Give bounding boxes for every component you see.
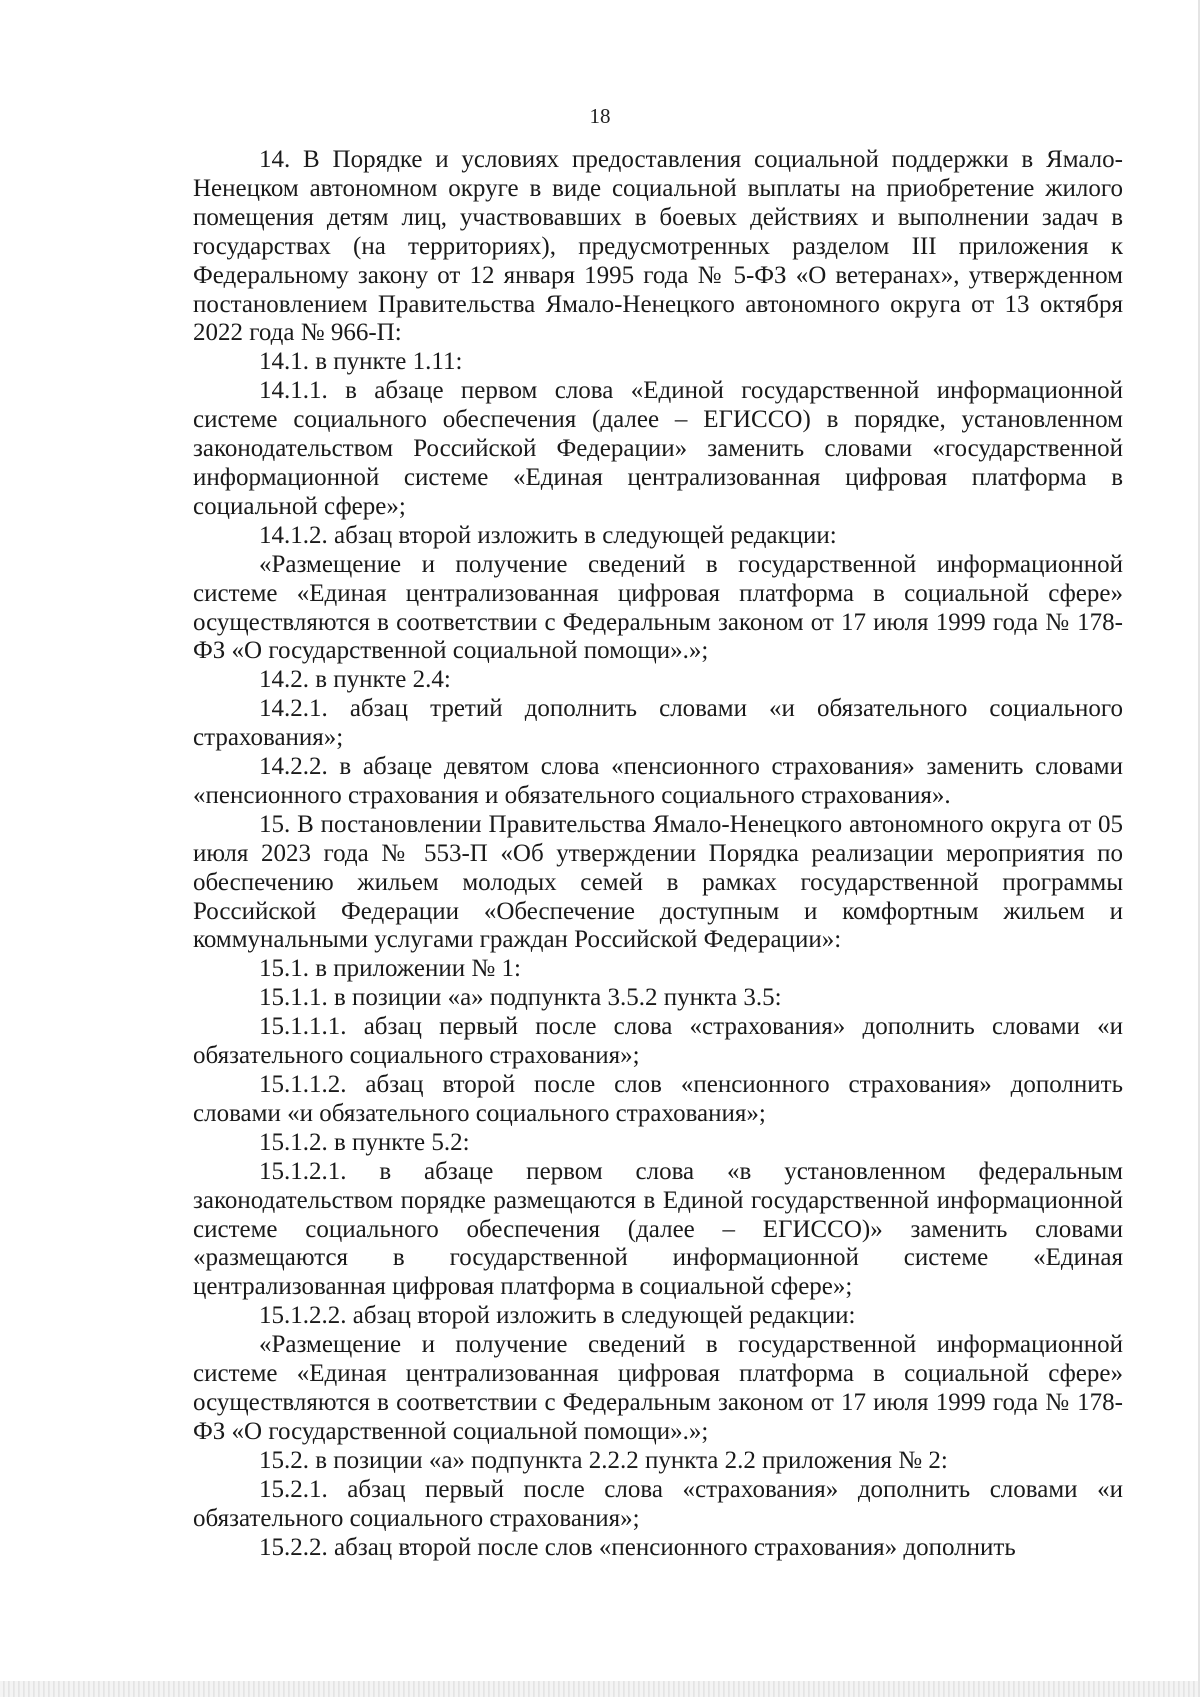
paragraph-15-1-2-1: 15.1.2.1. в абзаце первом слова «в установленном федеральным законодательством порядке размещаются в Единой государственной информационной системе социального обеспечения (далее – ЕГИССО)» заменить словами «размещаются в государственной информационной системе «Единая централизованная цифровая платформа в социальной сфере»;	[193, 1157, 1123, 1301]
page-number: 18	[589, 104, 611, 128]
paragraph-15-1-2-2-quote: «Размещение и получение сведений в государственной информационной системе «Единая централизованная цифровая платформа в социальной сфере» осуществляются в соответствии с Федеральным законом от 17 июля 1999 года № 178-ФЗ «О государственной социальной помощи».»;	[193, 1331, 1123, 1445]
paragraph-15-1-1-2: 15.1.1.2. абзац второй после слов «пенсионного страхования» дополнить словами «и обязательного социального страхования»;	[193, 1071, 1123, 1127]
paragraph-14-1-2-quote: «Размещение и получение сведений в государственной информационной системе «Единая централизованная цифровая платформа в социальной сфере» осуществляются в соответствии с Федеральным законом от 17 июля 1999 года № 178-ФЗ «О государственной социальной помощи».»;	[193, 550, 1123, 665]
paragraph-14-1: 14.1. в пункте 1.11:	[259, 348, 463, 376]
paragraph-15-1-2-2: 15.1.2.2. абзац второй изложить в следующей редакции:	[259, 1302, 856, 1330]
paragraph-15-2-1: 15.2.1. абзац первый после слова «страхования» дополнить словами «и обязательного социального страхования»;	[193, 1475, 1123, 1532]
paragraph-15: 15. В постановлении Правительства Ямало-Ненецкого автономного округа от 05 июля 2023 года № 553-П «Об утверждении Порядка реализации мероприятия по обеспечению жильем молодых семей в рамках государственной программы Российской Федерации «Обеспечение доступным и комфортным жильем и коммунальными услугами граждан Российской Федерации»:	[193, 810, 1123, 954]
document-body	[193, 146, 1123, 1562]
paragraph-15-1: 15.1. в приложении № 1:	[259, 955, 521, 983]
paragraph-14-1-1: 14.1.1. в абзаце первом слова «Единой государственной информационной системе социального обеспечения (далее – ЕГИССО) в порядке, установленном законодательством Российской Федерации» заменить словами «государственной информационной системе «Единая централизованная цифровая платформа в социальной сфере»;	[193, 377, 1123, 520]
paragraph-14-2-1: 14.2.1. абзац третий дополнить словами «и обязательного социального страхования»;	[193, 695, 1123, 752]
paragraph-15-2: 15.2. в позиции «а» подпункта 2.2.2 пункта 2.2 приложения № 2:	[259, 1446, 948, 1474]
paragraph-14: 14. В Порядке и условиях предоставления социальной поддержки в Ямало-Ненецком автономном округе в виде социальной выплаты на приобретение жилого помещения детям лиц, участвовавших в боевых действиях и выполнении задач в государствах (на территориях), предусмотренных разделом III приложения к Федеральному закону от 12 января 1995 года № 5-ФЗ «О ветеранах», утвержденном постановлением Правительства Ямало-Ненецкого автономного округа от 13 октября 2022 года № 966-П:	[193, 146, 1123, 347]
paragraph-15-2-2: 15.2.2. абзац второй после слов «пенсионного страхования» дополнить	[259, 1533, 1016, 1561]
paragraph-14-2: 14.2. в пункте 2.4:	[259, 666, 451, 694]
paragraph-15-1-2: 15.1.2. в пункте 5.2:	[259, 1128, 470, 1156]
paragraph-15-1-1-1: 15.1.1.1. абзац первый после слова «страхования» дополнить словами «и обязательного социального страхования»;	[193, 1013, 1123, 1070]
paragraph-14-1-2: 14.1.2. абзац второй изложить в следующей редакции:	[259, 521, 837, 549]
scan-bottom-edge	[0, 1681, 1200, 1697]
paragraph-14-2-2: 14.2.2. в абзаце девятом слова «пенсионного страхования» заменить словами «пенсионного страхования и обязательного социального страхования».	[193, 753, 1123, 809]
paragraph-15-1-1: 15.1.1. в позиции «а» подпункта 3.5.2 пункта 3.5:	[259, 984, 782, 1012]
